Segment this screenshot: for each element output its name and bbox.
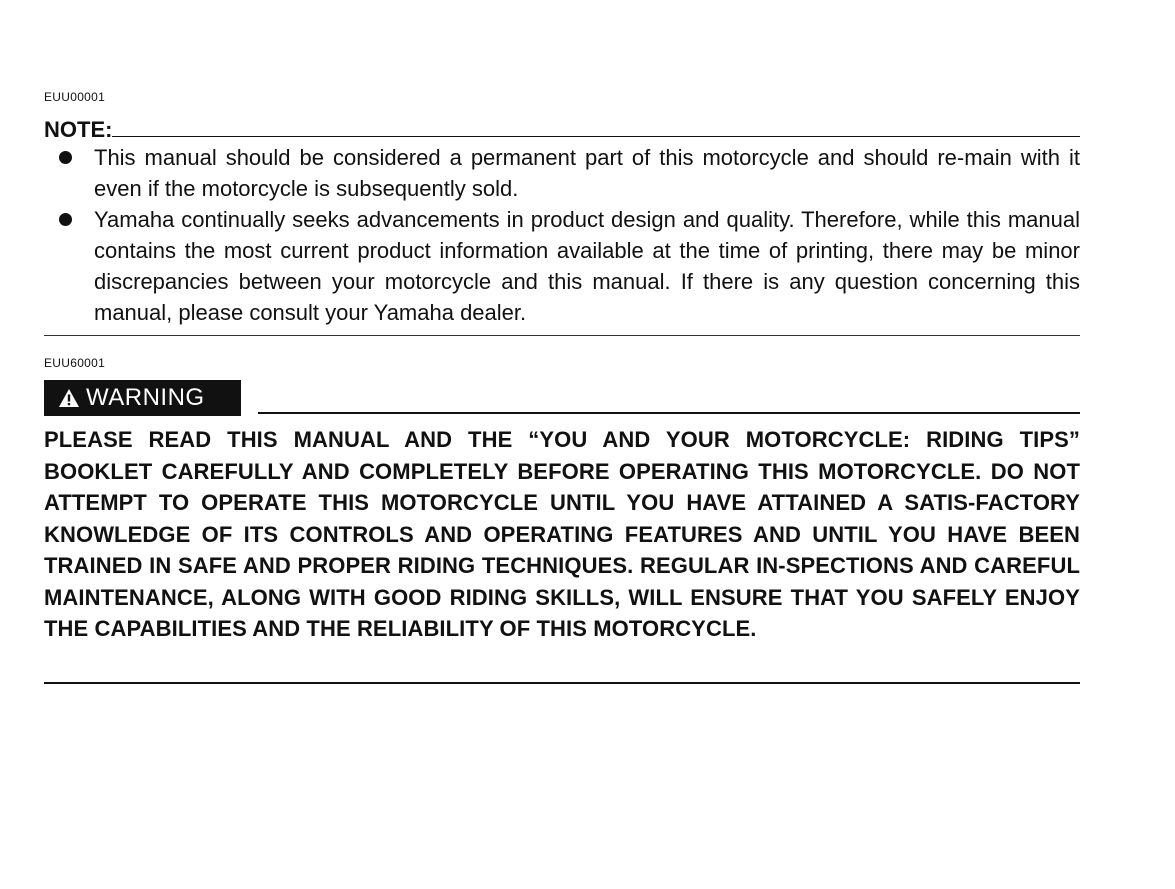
note-item-text: This manual should be considered a permanent part of this motorcycle and should re-main with it even if the motorcycle is subsequently sold. <box>94 145 1080 201</box>
note-header <box>44 114 1080 142</box>
warning-header-rule <box>258 412 1080 414</box>
warning-header <box>44 380 1080 416</box>
warning-text: PLEASE READ THIS MANUAL AND THE “YOU AND YOUR MOTORCYCLE: RIDING TIPS” BOOKLET CAREFULLY AND COMPLETELY BEFORE OPERATING THIS MOTORCYCLE. DO NOT ATTEMPT TO OPERATE THIS MOTORCYCLE UNTIL YOU HAVE ATTAINED A SATIS-FACTORY KNOWLEDGE OF ITS CONTROLS AND OPERATING FEATURES AND UNTIL YOU HAVE BEEN TRAINED IN SAFE AND PROPER RIDING TECHNIQUES. REGULAR IN-SPECTIONS AND CAREFUL MAINTENANCE, ALONG WITH GOOD RIDING SKILLS, WILL ENSURE THAT YOU SAFELY ENJOY THE CAPABILITIES AND THE RELIABILITY OF THIS MOTORCYCLE. <box>44 427 1080 641</box>
warning-badge <box>44 380 241 416</box>
bullet-icon <box>59 213 72 226</box>
bullet-icon <box>59 151 72 164</box>
note-end-divider <box>44 335 1080 336</box>
note-item-text: Yamaha continually seeks advancements in product design and quality. Therefore, while this manual contains the most current product information available at the time of printing, there may be minor discrepancies between your motorcycle and this manual. If there is any question concerning this manual, please consult your Yamaha dealer. <box>94 207 1080 325</box>
list-item <box>44 204 1080 328</box>
warning-triangle-icon <box>58 388 80 408</box>
warning-end-divider <box>44 682 1080 684</box>
warning-label: WARNING <box>86 384 205 411</box>
note-section-code: EUU00001 <box>44 90 106 104</box>
note-label: NOTE: <box>44 117 113 142</box>
warning-section-code: EUU60001 <box>44 356 106 370</box>
note-list <box>44 142 1080 328</box>
note-header-rule <box>112 136 1080 137</box>
list-item <box>44 142 1080 204</box>
